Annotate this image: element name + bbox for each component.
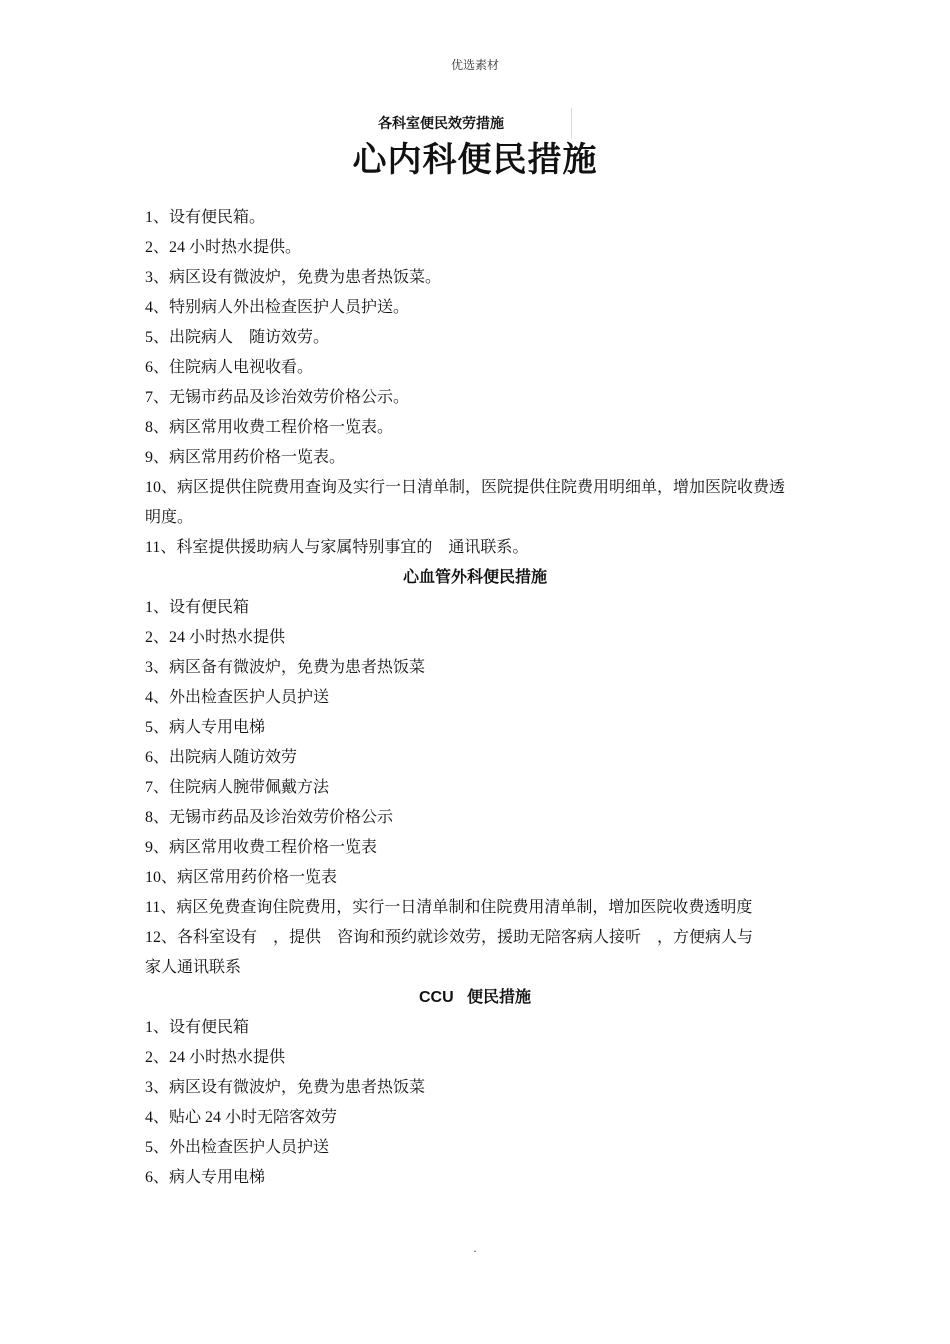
section-heading: CCU 便民措施 xyxy=(418,989,531,1006)
list-item-line: 7、无锡市药品及诊治效劳价格公示。 xyxy=(145,389,410,406)
list-item xyxy=(145,233,805,263)
list-item xyxy=(145,893,805,923)
list-item xyxy=(145,473,805,533)
list-item-line: 1、设有便民箱。 xyxy=(145,209,266,226)
section-2 xyxy=(145,563,805,983)
list-item xyxy=(145,263,805,293)
list-item-line: 5、病人专用电梯 xyxy=(145,719,266,736)
list-item xyxy=(145,653,805,683)
list-item-line: 11、病区免费查询住院费用，实行一日清单制和住院费用清单制，增加医院收费透明度 xyxy=(145,899,753,916)
list-item-line: 8、病区常用收费工程价格一览表。 xyxy=(145,419,394,436)
list-item-line: 10、病区提供住院费用查询及实行一日清单制，医院提供住院费用明细单，增加医院收费透 xyxy=(145,479,786,496)
list-item xyxy=(145,923,805,983)
section-3 xyxy=(145,983,805,1193)
list-item-line: 2、24 小时热水提供 xyxy=(145,629,286,646)
list-item xyxy=(145,803,805,833)
list-item xyxy=(145,533,805,563)
document-body xyxy=(145,203,805,1193)
footer-mark: . xyxy=(473,1241,477,1255)
list-item-line: 8、无锡市药品及诊治效劳价格公示 xyxy=(145,809,394,826)
subtitle-box xyxy=(375,108,572,138)
list-item xyxy=(145,323,805,353)
list-item xyxy=(145,773,805,803)
list-item-line: 4、贴心 24 小时无陪客效劳 xyxy=(145,1109,338,1126)
list-item-line: 9、病区常用收费工程价格一览表 xyxy=(145,839,378,856)
list-item-line: 家人通讯联系 xyxy=(145,959,242,976)
document-subtitle: 各科室便民效劳措施 xyxy=(378,115,504,131)
list-item-line: 4、外出检查医护人员护送 xyxy=(145,689,330,706)
page-title: 心内科便民措施 xyxy=(352,141,598,179)
list-item-line: 3、病区设有微波炉，免费为患者热饭菜。 xyxy=(145,269,442,286)
list-item-line: 12、各科室设有 ，提供 咨询和预约就诊效劳，援助无陪客病人接听 ，方便病人与 xyxy=(145,929,754,946)
list-item-line: 9、病区常用药价格一览表。 xyxy=(145,449,346,466)
list-item-line: 6、住院病人电视收看。 xyxy=(145,359,314,376)
list-item-line: 2、24 小时热水提供 xyxy=(145,1049,286,1066)
list-item-line: 1、设有便民箱 xyxy=(145,1019,250,1036)
list-item xyxy=(145,1103,805,1133)
list-item-line: 1、设有便民箱 xyxy=(145,599,250,616)
list-item-line: 4、特别病人外出检查医护人员护送。 xyxy=(145,299,410,316)
list-item xyxy=(145,833,805,863)
list-item xyxy=(145,1163,805,1193)
list-item xyxy=(145,623,805,653)
header-watermark: 优选素材 xyxy=(450,58,499,72)
list-item xyxy=(145,1043,805,1073)
list-item xyxy=(145,743,805,773)
list-item xyxy=(145,203,805,233)
list-item xyxy=(145,863,805,893)
list-item xyxy=(145,413,805,443)
list-item-line: 7、住院病人腕带佩戴方法 xyxy=(145,779,330,796)
list-item-line: 6、病人专用电梯 xyxy=(145,1169,266,1186)
list-item xyxy=(145,383,805,413)
section-1 xyxy=(145,203,805,563)
list-item-line: 5、外出检查医护人员护送 xyxy=(145,1139,330,1156)
list-item xyxy=(145,593,805,623)
list-item xyxy=(145,293,805,323)
list-item xyxy=(145,1073,805,1103)
list-item-line: 2、24 小时热水提供。 xyxy=(145,239,302,256)
list-item-line: 6、出院病人随访效劳 xyxy=(145,749,298,766)
list-item-line: 11、科室提供援助病人与家属特别事宜的 通讯联系。 xyxy=(145,539,529,556)
list-item xyxy=(145,353,805,383)
list-item-line: 10、病区常用药价格一览表 xyxy=(145,869,338,886)
list-item xyxy=(145,683,805,713)
list-item-line: 明度。 xyxy=(145,509,194,526)
list-item xyxy=(145,1133,805,1163)
section-heading: 心血管外科便民措施 xyxy=(402,569,547,586)
list-item-line: 3、病区备有微波炉，免费为患者热饭菜 xyxy=(145,659,426,676)
list-item-line: 5、出院病人 随访效劳。 xyxy=(145,329,330,346)
list-item xyxy=(145,443,805,473)
list-item xyxy=(145,713,805,743)
list-item xyxy=(145,1013,805,1043)
list-item-line: 3、病区设有微波炉，免费为患者热饭菜 xyxy=(145,1079,426,1096)
